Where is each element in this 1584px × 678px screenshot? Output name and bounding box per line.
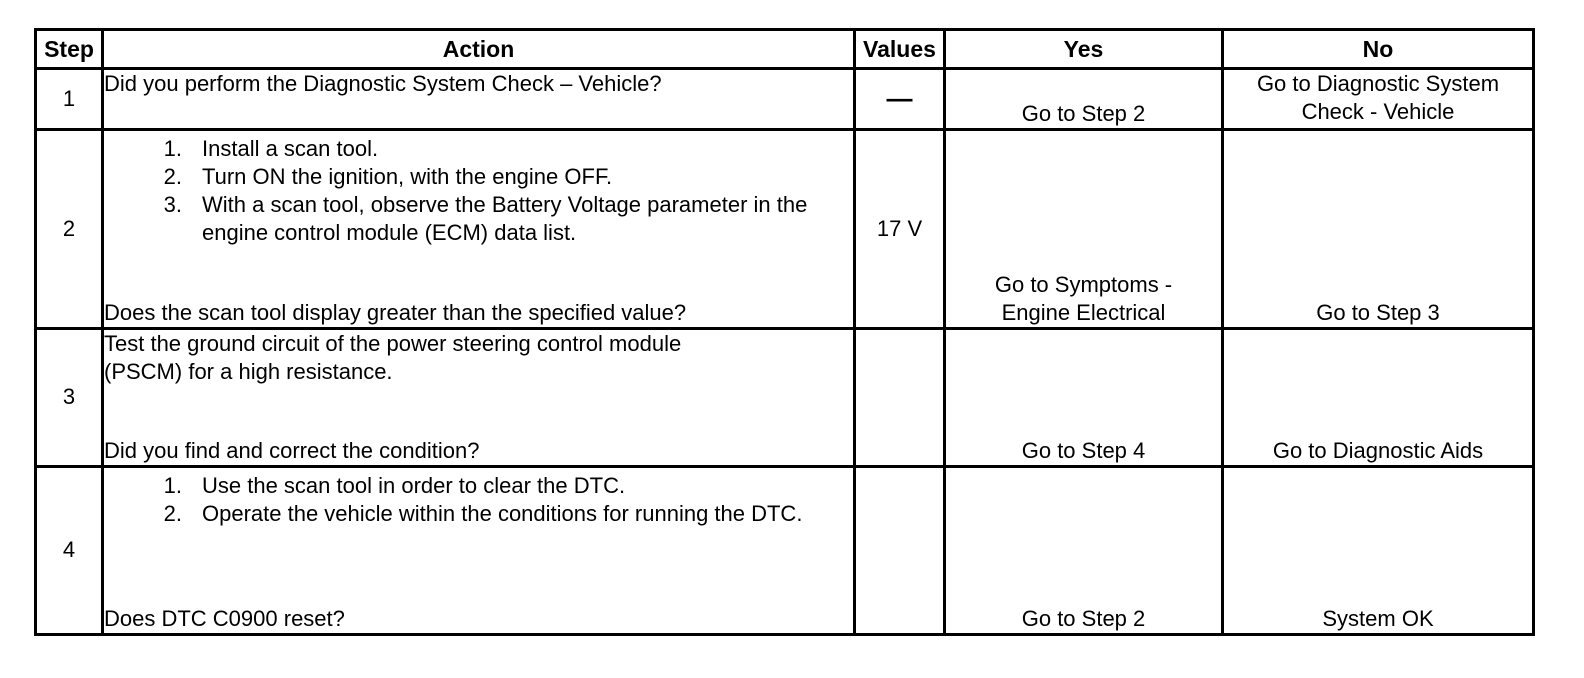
action-cell — [103, 69, 855, 130]
yes-cell — [945, 129, 1223, 328]
step-number: 1 — [36, 69, 103, 130]
yes-cell — [945, 328, 1223, 466]
yes-link-line1[interactable]: Go to Symptoms - — [994, 271, 1173, 297]
action-cell — [103, 466, 855, 634]
table-row — [36, 466, 1534, 634]
header-no: No — [1223, 30, 1534, 69]
yes-cell — [945, 69, 1223, 130]
step-number: 3 — [36, 328, 103, 466]
table-row — [36, 129, 1534, 328]
action-cell — [103, 129, 855, 328]
no-link[interactable]: System OK — [1322, 606, 1434, 631]
step-number: 2 — [36, 129, 103, 328]
header-row — [36, 30, 1534, 69]
question-text: Did you find and correct the condition? — [104, 437, 480, 463]
action-text: Did you perform the Diagnostic System Check – Vehicle? — [104, 71, 662, 96]
no-link-line2[interactable]: Check - Vehicle — [1301, 99, 1455, 124]
no-cell — [1223, 466, 1534, 634]
no-link[interactable]: Go to Step 3 — [1316, 299, 1440, 325]
table-row — [36, 69, 1534, 130]
header-yes: Yes — [945, 30, 1223, 69]
action-cell — [103, 328, 855, 466]
header-action: Action — [103, 30, 855, 69]
yes-link[interactable]: Go to Step 2 — [1021, 606, 1146, 631]
no-cell — [1223, 328, 1534, 466]
values-cell — [855, 69, 945, 130]
diagnostic-table — [34, 28, 1535, 636]
yes-cell — [945, 466, 1223, 634]
list-item: 1. Use the scan tool in order to clear the DTC. — [163, 472, 626, 498]
question-text: Does DTC C0900 reset? — [104, 606, 345, 631]
table-row — [36, 328, 1534, 466]
values-cell — [855, 466, 945, 634]
list-item: 1. Install a scan tool. — [163, 135, 379, 161]
yes-link[interactable]: Go to Step 2 — [1021, 100, 1146, 126]
yes-link[interactable]: Go to Step 4 — [1021, 437, 1146, 463]
list-item: 3. With a scan tool, observe the Battery Voltage parameter in the engine control module (ECM) data list. — [163, 191, 808, 245]
header-step: Step — [36, 30, 103, 69]
step-number: 4 — [36, 466, 103, 634]
no-cell — [1223, 69, 1534, 130]
instruction-list — [104, 135, 853, 247]
no-link-line1[interactable]: Go to Diagnostic System — [1256, 71, 1500, 96]
instruction-list — [104, 472, 853, 528]
values-cell — [855, 328, 945, 466]
list-item: 2. Turn ON the ignition, with the engine OFF. — [163, 163, 613, 189]
list-item: 2. Operate the vehicle within the conditions for running the DTC. — [163, 500, 803, 526]
question-text: Does the scan tool display greater than the specified value? — [104, 299, 687, 325]
action-text: Test the ground circuit of the power steering control module (PSCM) for a high resistance. — [104, 330, 682, 384]
header-values: Values — [855, 30, 945, 69]
value-text: — — [886, 82, 913, 113]
no-link[interactable]: Go to Diagnostic Aids — [1272, 437, 1484, 463]
values-cell: 17 V — [855, 129, 945, 328]
no-cell — [1223, 129, 1534, 328]
yes-link-line2[interactable]: Engine Electrical — [1001, 299, 1166, 325]
